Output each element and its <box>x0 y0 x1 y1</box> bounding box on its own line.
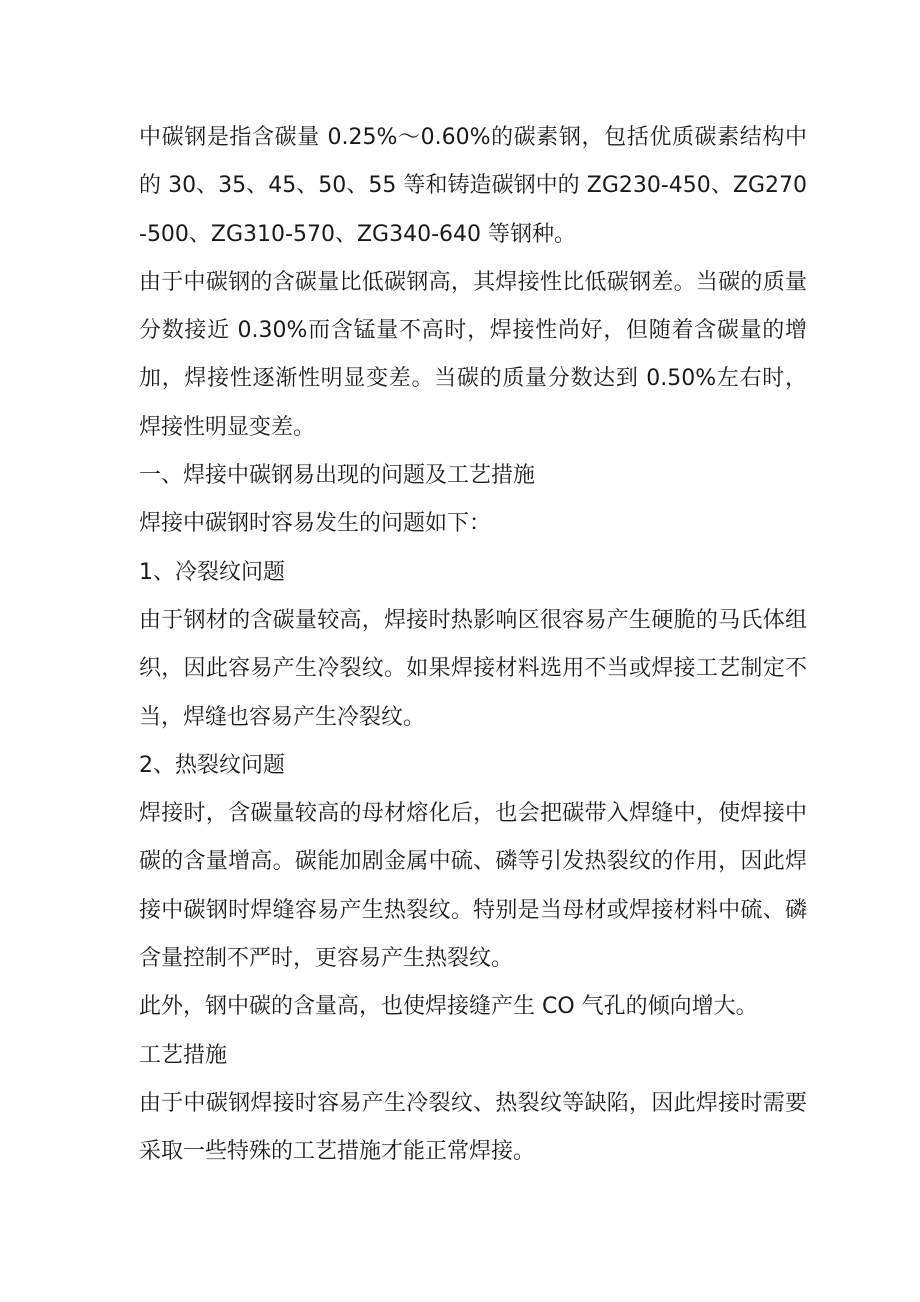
section-heading: 一、焊接中碳钢易出现的问题及工艺措施 <box>139 463 536 489</box>
cold-crack-paragraph: 由于钢材的含碳量较高，焊接时热影响区很容易产生硬脆的马氏体组织，因此容易产生冷裂纹。如果焊接材料选用不当或焊接工艺制定不当，焊缝也容易产生冷裂纹。 <box>139 607 807 730</box>
intro-paragraph: 中碳钢是指含碳量 0.25%～0.60%的碳素钢，包括优质碳素结构中的 30、35、45、50、55 等和铸造碳钢中的 ZG230-450、ZG270-500、ZG310-570、ZG340-640 等钢种。 <box>139 125 807 247</box>
hot-crack-heading: 2、热裂纹问题 <box>139 752 285 778</box>
porosity-paragraph: 此外，钢中碳的含量高，也使焊接缝产生 CO 气孔的倾向增大。 <box>139 994 758 1020</box>
cold-crack-heading: 1、冷裂纹问题 <box>139 559 285 585</box>
hot-crack-paragraph: 焊接时，含碳量较高的母材熔化后，也会把碳带入焊缝中，使焊接中碳的含量增高。碳能加剧金属中硫、磷等引发热裂纹的作用，因此焊接中碳钢时焊缝容易产生热裂纹。特别是当母材或焊接材料中硫、磷含量控制不严时，更容易产生热裂纹。 <box>139 801 807 972</box>
process-measures-paragraph: 由于中碳钢焊接时容易产生冷裂纹、热裂纹等缺陷，因此焊接时需要采取一些特殊的工艺措施才能正常焊接。 <box>139 1090 807 1165</box>
process-measures-heading: 工艺措施 <box>139 1042 228 1068</box>
document-body <box>139 114 807 1177</box>
problems-intro: 焊接中碳钢时容易发生的问题如下： <box>139 511 492 537</box>
weldability-paragraph: 由于中碳钢的含碳量比低碳钢高，其焊接性比低碳钢差。当碳的质量分数接近 0.30%而含锰量不高时，焊接性尚好，但随着含碳量的增加，焊接性逐渐性明显变差。当碳的质量分数达到 0.50%左右时，焊接性明显变差。 <box>139 269 807 440</box>
